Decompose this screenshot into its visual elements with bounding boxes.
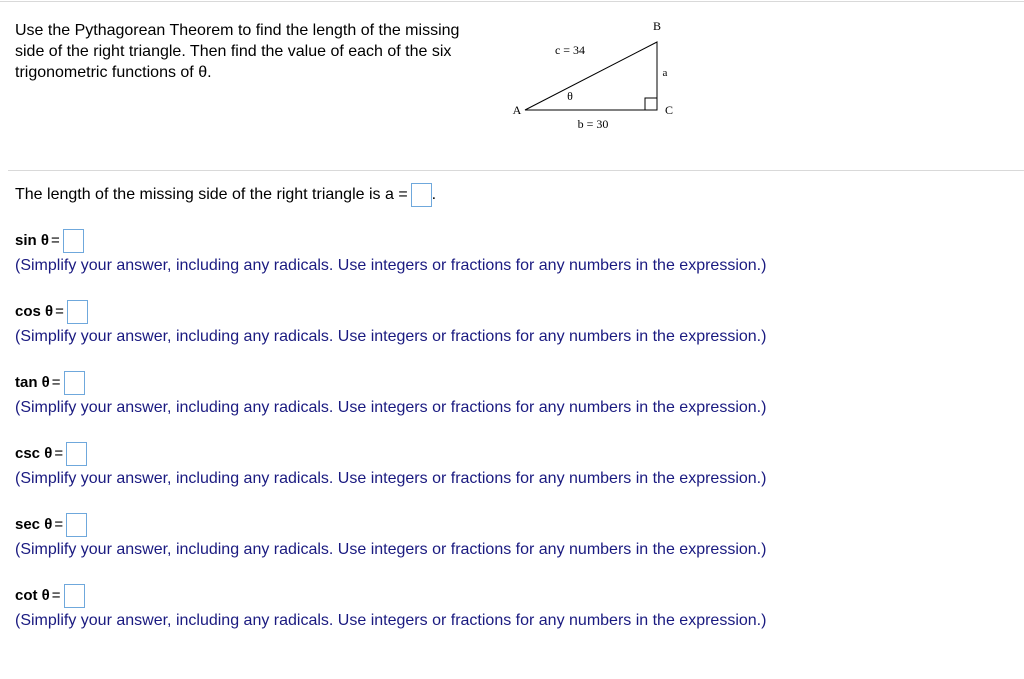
hypotenuse-label: c = 34: [554, 43, 586, 57]
cot-theta: θ: [41, 587, 50, 604]
tan-row: [15, 371, 766, 418]
cos-equals: =: [55, 303, 64, 320]
missing-side-answer-box[interactable]: [411, 183, 432, 207]
sec-hint: (Simplify your answer, including any radicals. Use integers or fractions for any numbers in the expression.): [15, 541, 767, 558]
question-text: Use the Pythagorean Theorem to find the length of the missing side of the right triangle. Then find the value of each of the six trigonometric functions of θ.: [15, 22, 460, 81]
cos-answer-box[interactable]: [67, 300, 88, 324]
side-a-label: a: [662, 67, 668, 79]
sec-answer-box[interactable]: [66, 513, 87, 537]
sec-label: [15, 513, 766, 537]
vertex-c-label: C: [664, 103, 674, 117]
cos-name: cos: [15, 303, 41, 320]
tan-equals: =: [51, 374, 61, 391]
missing-side-suffix: .: [431, 186, 437, 203]
sin-label: [15, 229, 766, 253]
csc-hint: (Simplify your answer, including any radicals. Use integers or fractions for any numbers in the expression.): [15, 470, 767, 487]
vertex-a-label: A: [512, 103, 522, 117]
side-b-label: b = 30: [577, 117, 609, 131]
csc-equals: =: [54, 445, 64, 462]
cot-equals: =: [51, 587, 61, 604]
sin-equals: =: [50, 232, 60, 249]
cot-name: cot: [15, 587, 38, 604]
cot-row: [15, 584, 766, 631]
csc-row: [15, 442, 766, 489]
cot-hint: (Simplify your answer, including any radicals. Use integers or fractions for any numbers in the expression.): [15, 612, 767, 629]
sin-name: sin: [15, 232, 37, 249]
cos-row: [15, 300, 766, 347]
vertex-b-label: B: [652, 19, 662, 33]
sin-hint: (Simplify your answer, including any radicals. Use integers or fractions for any numbers in the expression.): [15, 257, 767, 274]
right-triangle-figure: [505, 14, 685, 139]
sec-theta: θ: [44, 516, 53, 533]
top-divider: [0, 1, 1024, 2]
tan-hint: (Simplify your answer, including any radicals. Use integers or fractions for any numbers in the expression.): [15, 399, 767, 416]
theta-angle-label: θ: [567, 89, 573, 103]
missing-side-prompt: The length of the missing side of the right triangle is a =: [15, 186, 408, 203]
csc-answer-box[interactable]: [66, 442, 87, 466]
triangle-outline: [525, 42, 657, 110]
section-divider: [8, 170, 1024, 171]
sin-answer-box[interactable]: [63, 229, 84, 253]
right-angle-marker: [645, 98, 657, 110]
cos-label: [15, 300, 766, 324]
missing-side-row: [15, 183, 436, 207]
sin-theta: θ: [40, 232, 49, 249]
csc-theta: θ: [44, 445, 53, 462]
cos-hint: (Simplify your answer, including any radicals. Use integers or fractions for any numbers in the expression.): [15, 328, 767, 345]
sec-row: [15, 513, 766, 560]
tan-theta: θ: [41, 374, 50, 391]
csc-label: [15, 442, 766, 466]
sin-row: [15, 229, 766, 276]
sec-name: sec: [15, 516, 41, 533]
tan-answer-box[interactable]: [64, 371, 85, 395]
cot-answer-box[interactable]: [64, 584, 85, 608]
cos-theta: θ: [45, 303, 54, 320]
cot-label: [15, 584, 766, 608]
csc-name: csc: [15, 445, 41, 462]
tan-name: tan: [15, 374, 38, 391]
sec-equals: =: [54, 516, 64, 533]
tan-label: [15, 371, 766, 395]
